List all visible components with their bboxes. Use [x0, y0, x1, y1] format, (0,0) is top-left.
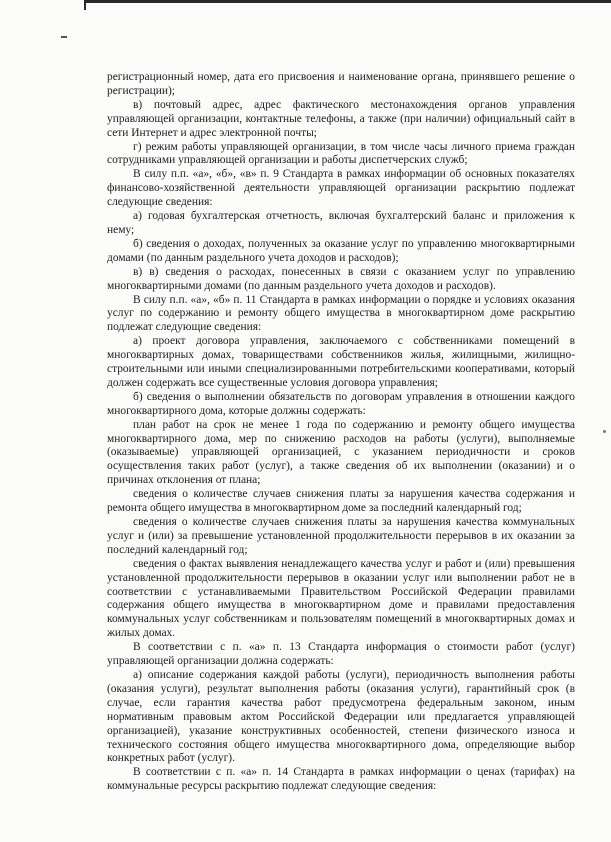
paragraph-draft-contract: а) проект договора управления, заключаемого с собственниками помещений в многоквартирных домах, товариществами собственников жилья, жилищными, жилищно-строительными или иными специализированными потребительскими кооперативами, который должен содержать все существенные условия договора управления; — [107, 335, 575, 389]
paragraph-postal-address: в) почтовый адрес, адрес фактического местонахождения органов управления управляющей организации, контактные телефоны, а также (при наличии) официальный сайт в сети Интернет и адрес электронной почты; — [107, 98, 575, 139]
paragraph-registration-continuation: регистрационный номер, дата его присвоения и наименование органа, принявшего решение о регистрации); — [107, 71, 575, 97]
paragraph-clause-11: В силу п.п. «а», «б» п. 11 Стандарта в рамках информации о порядке и условиях оказания услуг по содержанию и ремонту общего имущества в многоквартирном доме раскрытию подлежат следующие сведения: — [107, 293, 575, 334]
paragraph-fee-reduction-utilities: сведения о количестве случаев снижения платы за нарушения качества коммунальных услуг и (или) за превышение установленной продолжительности перерывов в их оказании за последний календарный год; — [107, 516, 575, 556]
document-body — [107, 71, 575, 794]
paragraph-income-info: б) сведения о доходах, полученных за оказание услуг по управлению многоквартирными домами (по данным раздельного учета доходов и расходов); — [107, 237, 575, 264]
paragraph-obligations: б) сведения о выполнении обязательств по договорам управления в отношении каждого многоквартирного дома, которые должны содержать: — [107, 390, 575, 417]
paragraph-expense-info: в) в) сведения о расходах, понесенных в связи с оказанием услуг по управлению многоквартирными домами (по данным раздельного учета доходов и расходов). — [107, 265, 575, 292]
paragraph-fee-reduction-maintenance: сведения о количестве случаев снижения платы за нарушения качества содержания и ремонта общего имущества в многоквартирном доме за последний календарный год; — [107, 488, 575, 515]
paragraph-annual-reporting: а) годовая бухгалтерская отчетность, включая бухгалтерский баланс и приложения к нему; — [107, 210, 575, 236]
margin-dot — [603, 430, 606, 433]
paragraph-clause-13: В соответствии с п. «а» п. 13 Стандарта информация о стоимости работ (услуг) управляющей организации должна содержать: — [107, 641, 575, 668]
paragraph-clause-14: В соответствии с п. «а» п. 14 Стандарта в рамках информации о ценах (тарифах) на коммунальные ресурсы раскрытию подлежат следующие сведения: — [107, 766, 575, 793]
paragraph-work-plan: план работ на срок не менее 1 года по содержанию и ремонту общего имущества многоквартирного дома, мер по снижению расходов на работы (услуги), выполняемые (оказываемые) управляющей организацией, с указанием периодичности и сроков осуществления таких работ (услуг), а также сведения об их выполнении (оказании) и о причинах отклонения от плана; — [107, 418, 575, 487]
top-border-tick — [84, 0, 86, 10]
paragraph-quality-violations: сведения о фактах выявления ненадлежащего качества услуг и работ и (или) превышения установленной продолжительности перерывов в оказании услуг или выполнении работ не в соответствии с устанавливаемыми Правительством Российской Федерации правилами содержания общего имущества в многоквартирном доме и правилами предоставления коммунальных услуг собственникам и пользователям помещений в многоквартирных домах и жилых домах. — [107, 557, 575, 640]
paragraph-work-description: а) описание содержания каждой работы (услуги), периодичность выполнения работы (оказания услуги), результат выполнения работы (оказания услуги), гарантийный срок (в случае, если гарантия качества работ предусмотрена федеральным законом, иным нормативным правовым актом Российской Федерации или предлагается управляющей организацией), указание конструктивных особенностей, степени физического износа и технического состояния общего имущества многоквартирного дома, определяющие выбор конкретных работ (услуг). — [107, 668, 575, 765]
scan-mark — [61, 36, 67, 38]
top-border-line — [84, 0, 611, 3]
paragraph-working-hours: г) режим работы управляющей организации, в том числе часы личного приема граждан сотрудниками управляющей организации и работы диспетчерских служб; — [107, 140, 575, 167]
paragraph-clause-9: В силу п.п. «а», «б», «в» п. 9 Стандарта в рамках информации об основных показателях финансово-хозяйственной деятельности управляющей организации раскрытию подлежат следующие сведения: — [107, 168, 575, 209]
